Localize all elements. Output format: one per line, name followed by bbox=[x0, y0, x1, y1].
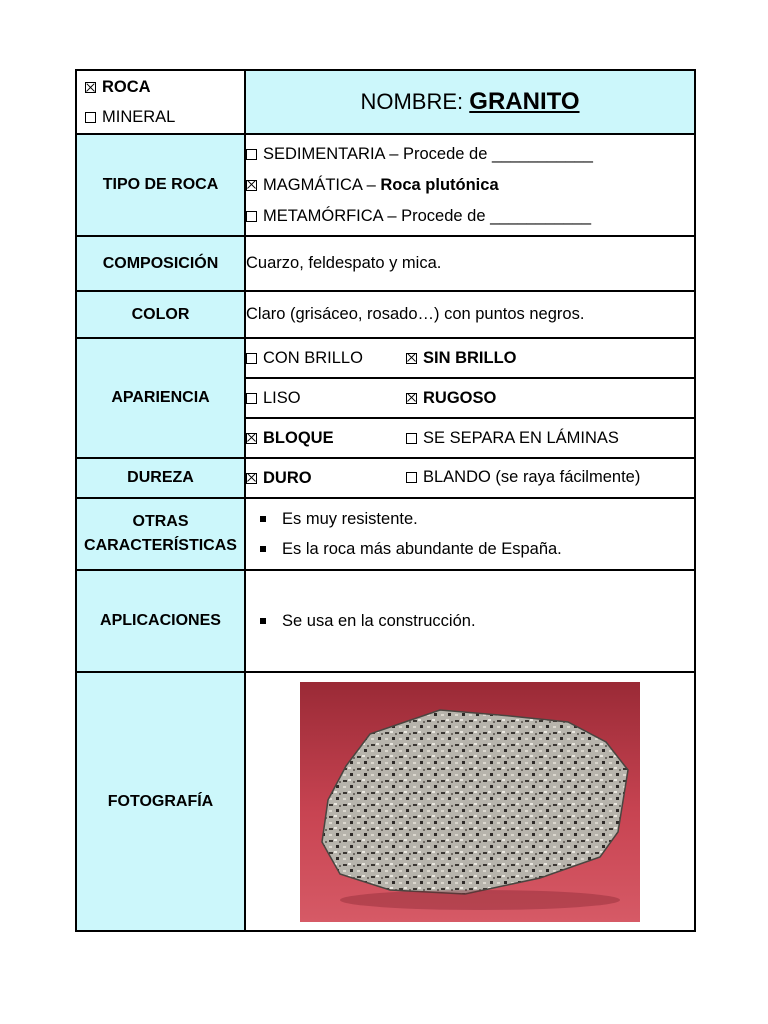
otras-heading: OTRAS CARACTERÍSTICAS bbox=[76, 498, 245, 570]
dureza-heading: DUREZA bbox=[76, 458, 245, 498]
aplicaciones-values bbox=[245, 570, 695, 672]
option-con-brillo[interactable]: CON BRILLO bbox=[246, 349, 363, 367]
option-se-separa-en-laminas[interactable]: SE SEPARA EN LÁMINAS bbox=[406, 429, 619, 448]
kind-option-roca[interactable]: ROCA bbox=[77, 72, 244, 102]
checkbox-empty-icon[interactable] bbox=[85, 112, 96, 123]
fotografia-heading: FOTOGRAFÍA bbox=[76, 672, 245, 931]
rock-name: GRANITO bbox=[469, 88, 580, 115]
checkbox-checked-icon[interactable] bbox=[246, 473, 257, 484]
tipo-option-magmatica[interactable]: MAGMÁTICA – Roca plutónica bbox=[246, 170, 694, 201]
apariencia-values bbox=[245, 338, 695, 458]
checkbox-empty-icon[interactable] bbox=[406, 472, 417, 483]
option-rugoso[interactable]: RUGOSO bbox=[406, 389, 496, 408]
option-sin-brillo[interactable]: SIN BRILLO bbox=[406, 349, 517, 368]
composicion-heading: COMPOSICIÓN bbox=[76, 236, 245, 291]
composicion-value: Cuarzo, feldespato y mica. bbox=[245, 236, 695, 291]
kind-option-mineral[interactable]: MINERAL bbox=[77, 102, 244, 132]
checkbox-checked-icon[interactable] bbox=[406, 393, 417, 404]
apariencia-heading: APARIENCIA bbox=[76, 338, 245, 458]
checkbox-empty-icon[interactable] bbox=[246, 353, 257, 364]
color-value: Claro (grisáceo, rosado…) con puntos negros. bbox=[245, 291, 695, 338]
aplicaciones-heading: APLICACIONES bbox=[76, 570, 245, 672]
option-duro[interactable]: DURO bbox=[246, 469, 312, 487]
checkbox-empty-icon[interactable] bbox=[246, 211, 257, 222]
list-item: Se usa en la construcción. bbox=[260, 606, 694, 636]
rock-card-table bbox=[75, 69, 696, 932]
tipo-option-metamorfica[interactable]: METAMÓRFICA – Procede de ___________ bbox=[246, 201, 694, 232]
granite-photo bbox=[300, 682, 640, 922]
otras-values bbox=[245, 498, 695, 570]
rock-identification-card bbox=[75, 69, 694, 932]
option-bloque[interactable]: BLOQUE bbox=[246, 429, 334, 447]
fotografia-cell bbox=[245, 672, 695, 931]
tipo-values bbox=[245, 134, 695, 236]
dureza-values bbox=[245, 458, 695, 498]
list-item: Es la roca más abundante de España. bbox=[260, 534, 694, 564]
checkbox-checked-icon[interactable] bbox=[406, 353, 417, 364]
kind-cell bbox=[76, 70, 245, 134]
tipo-heading: TIPO DE ROCA bbox=[76, 134, 245, 236]
name-cell bbox=[245, 70, 695, 134]
checkbox-empty-icon[interactable] bbox=[246, 393, 257, 404]
checkbox-checked-icon[interactable] bbox=[85, 82, 96, 93]
tipo-option-sedimentaria[interactable]: SEDIMENTARIA – Procede de ___________ bbox=[246, 139, 694, 170]
checkbox-checked-icon[interactable] bbox=[246, 180, 257, 191]
color-heading: COLOR bbox=[76, 291, 245, 338]
apariencia-grid bbox=[246, 339, 694, 457]
list-item: Es muy resistente. bbox=[260, 504, 694, 534]
checkbox-empty-icon[interactable] bbox=[246, 149, 257, 160]
checkbox-checked-icon[interactable] bbox=[246, 433, 257, 444]
option-liso[interactable]: LISO bbox=[246, 389, 301, 407]
option-blando[interactable]: BLANDO (se raya fácilmente) bbox=[406, 468, 640, 487]
checkbox-empty-icon[interactable] bbox=[406, 433, 417, 444]
name-label: NOMBRE: bbox=[360, 89, 464, 114]
